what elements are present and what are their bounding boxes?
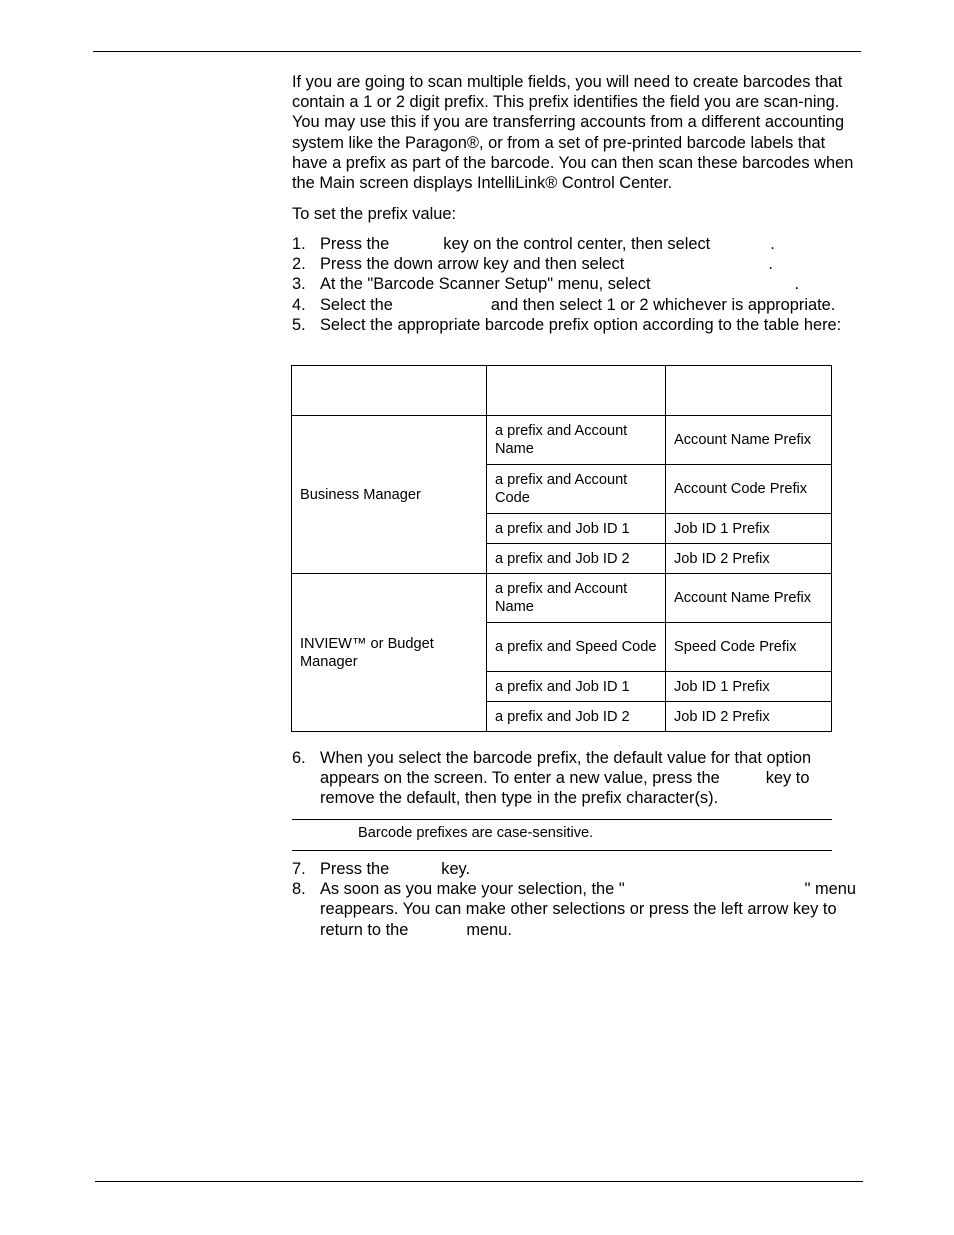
steps-list bbox=[292, 748, 862, 809]
step-number: 6. bbox=[292, 749, 306, 767]
step-number: 7. bbox=[292, 860, 306, 878]
note-rule-bottom bbox=[292, 850, 832, 851]
header-cell bbox=[292, 366, 487, 416]
step-6: 6. When you select the barcode prefix, the default value for that option appears on the screen. To enter a new value, press the key to remove the default, then type in the prefix character(s). bbox=[292, 749, 812, 808]
step-2: 2. Press the down arrow key and then select . bbox=[292, 255, 773, 274]
procedure-lead: To set the prefix value: bbox=[292, 205, 456, 223]
system-cell: INVIEW™ or Budget Manager bbox=[292, 574, 487, 732]
option-cell: Job ID 2 Prefix bbox=[666, 702, 832, 732]
step-3: 3. At the "Barcode Scanner Setup" menu, select . bbox=[292, 275, 800, 294]
option-cell: Account Name Prefix bbox=[666, 416, 832, 465]
description-cell: a prefix and Speed Code bbox=[487, 623, 666, 672]
step-number: 8. bbox=[292, 880, 306, 899]
step-5: 5. Select the appropriate barcode prefix option according to the table here: bbox=[292, 315, 842, 334]
table-row bbox=[292, 416, 832, 465]
description-cell: a prefix and Job ID 2 bbox=[487, 544, 666, 574]
note-rule-top bbox=[292, 819, 832, 820]
step-number: 4. bbox=[292, 295, 306, 314]
steps-list bbox=[292, 234, 862, 335]
prefix-table bbox=[291, 365, 832, 732]
system-cell: Business Manager bbox=[292, 416, 487, 574]
description-cell: a prefix and Job ID 2 bbox=[487, 702, 666, 732]
header-cell bbox=[487, 366, 666, 416]
step-number: 2. bbox=[292, 255, 306, 274]
header-cell bbox=[666, 366, 832, 416]
step-number: 5. bbox=[292, 315, 306, 334]
header-rule bbox=[93, 51, 861, 52]
intro-paragraph: If you are going to scan multiple fields, you will need to create barcodes that contain a 1 or 2 digit prefix. This prefix identifies the field you are scan-ning. You may use this if you are transferring accounts from a different accounting system like the Paragon®, or from a set of pre-printed barcode labels that have a prefix as part of the barcode. You can then scan these barcodes when the Main screen displays IntelliLink® Control Center. bbox=[292, 73, 854, 193]
description-cell: a prefix and Account Name bbox=[487, 574, 666, 623]
option-cell: Account Code Prefix bbox=[666, 465, 832, 514]
option-cell: Account Name Prefix bbox=[666, 574, 832, 623]
step-number: 1. bbox=[292, 235, 306, 253]
table-header-row bbox=[292, 366, 832, 416]
description-cell: a prefix and Account Name bbox=[487, 416, 666, 465]
description-cell: a prefix and Job ID 1 bbox=[487, 514, 666, 544]
option-cell: Job ID 1 Prefix bbox=[666, 672, 832, 702]
note-text: Barcode prefixes are case-sensitive. bbox=[358, 825, 594, 841]
step-8: 8. As soon as you make your selection, the " " menu reappears. You can make other selections or press the left arrow key to return to the menu. bbox=[292, 880, 857, 939]
step-7: 7. Press the key. bbox=[292, 860, 471, 878]
steps-list bbox=[292, 859, 862, 940]
footer-rule bbox=[95, 1181, 863, 1182]
step-number: 3. bbox=[292, 275, 306, 294]
option-cell: Speed Code Prefix bbox=[666, 623, 832, 672]
table-row bbox=[292, 574, 832, 623]
step-4: 4. Select the and then select 1 or 2 whichever is appropriate. bbox=[292, 295, 836, 314]
description-cell: a prefix and Account Code bbox=[487, 465, 666, 514]
description-cell: a prefix and Job ID 1 bbox=[487, 672, 666, 702]
option-cell: Job ID 1 Prefix bbox=[666, 514, 832, 544]
step-1: 1. Press the key on the control center, then select . bbox=[292, 235, 775, 253]
option-cell: Job ID 2 Prefix bbox=[666, 544, 832, 574]
